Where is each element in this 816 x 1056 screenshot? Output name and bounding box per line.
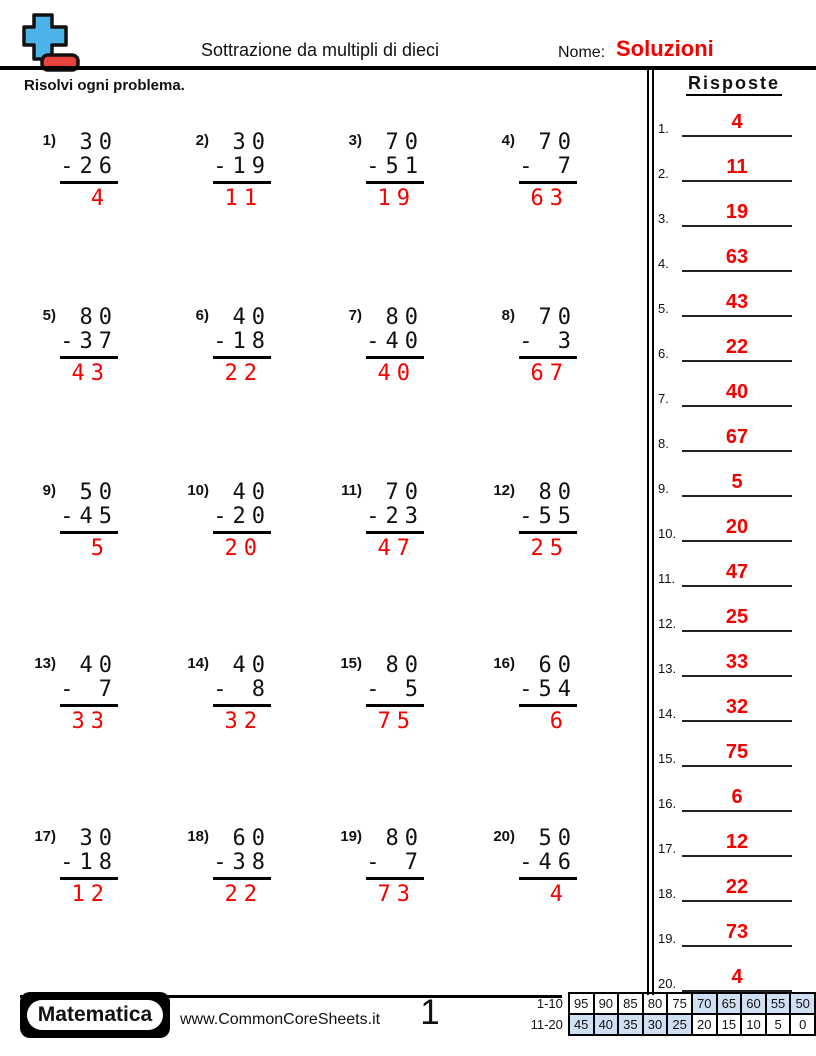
answer-number: 19. bbox=[658, 931, 677, 946]
minuend: 30 bbox=[79, 130, 118, 155]
problem-answer: 63 bbox=[530, 186, 569, 211]
subtrahend: -20 bbox=[213, 505, 271, 534]
score-cell: 60 bbox=[741, 993, 766, 1014]
answer-number: 11. bbox=[658, 571, 676, 586]
answer-value: 12 bbox=[682, 829, 792, 857]
problem-answer: 19 bbox=[377, 186, 416, 211]
answer-item-5 bbox=[656, 287, 806, 317]
problem-16 bbox=[489, 654, 589, 734]
answer-number: 5. bbox=[658, 301, 669, 316]
problem-answer: 20 bbox=[224, 536, 263, 561]
minuend: 70 bbox=[385, 130, 424, 155]
answer-number: 6. bbox=[658, 346, 669, 361]
score-cell: 15 bbox=[717, 1014, 742, 1035]
minuend: 60 bbox=[232, 826, 271, 851]
problem-number: 4) bbox=[501, 132, 515, 149]
problem-answer: 73 bbox=[377, 882, 416, 907]
minuend: 40 bbox=[232, 653, 271, 678]
score-cell: 45 bbox=[569, 1014, 594, 1035]
answer-item-11 bbox=[656, 557, 806, 587]
answer-number: 4. bbox=[658, 256, 669, 271]
subtraction-stack bbox=[213, 306, 271, 386]
minuend: 80 bbox=[385, 826, 424, 851]
problem-13 bbox=[30, 654, 130, 734]
subtraction-stack bbox=[519, 306, 577, 386]
subtrahend: -40 bbox=[366, 330, 424, 359]
problem-answer: 32 bbox=[224, 709, 263, 734]
subtraction-stack bbox=[366, 481, 424, 561]
answers-panel-heading: Risposte bbox=[658, 73, 810, 94]
subtraction-stack bbox=[213, 481, 271, 561]
score-cell: 35 bbox=[618, 1014, 643, 1035]
problem-18 bbox=[183, 827, 283, 907]
subtraction-stack bbox=[213, 827, 271, 907]
answer-item-15 bbox=[656, 737, 806, 767]
answer-number: 18. bbox=[658, 886, 677, 901]
minuend: 50 bbox=[79, 480, 118, 505]
answer-item-3 bbox=[656, 197, 806, 227]
answer-item-9 bbox=[656, 467, 806, 497]
problem-number: 10) bbox=[187, 482, 209, 499]
answer-value: 43 bbox=[682, 289, 792, 317]
problem-number: 1) bbox=[42, 132, 56, 149]
minuend: 50 bbox=[538, 826, 577, 851]
answer-value: 40 bbox=[682, 379, 792, 407]
answer-value: 32 bbox=[682, 694, 792, 722]
problem-number: 19) bbox=[340, 828, 362, 845]
answer-value: 63 bbox=[682, 244, 792, 272]
minuend: 80 bbox=[385, 305, 424, 330]
website-url: www.CommonCoreSheets.it bbox=[180, 1011, 381, 1028]
problem-19 bbox=[336, 827, 436, 907]
problem-answer: 22 bbox=[224, 361, 263, 386]
minuend: 70 bbox=[385, 480, 424, 505]
subtrahend: -45 bbox=[60, 505, 118, 534]
subtrahend: -55 bbox=[519, 505, 577, 534]
subtraction-stack bbox=[60, 131, 118, 211]
problem-7 bbox=[336, 306, 436, 386]
instruction-text: Risolvi ogni problema. bbox=[24, 77, 185, 94]
name-field-value: Soluzioni bbox=[616, 36, 714, 61]
subtrahend: -26 bbox=[60, 155, 118, 184]
problem-15 bbox=[336, 654, 436, 734]
score-cell: 20 bbox=[692, 1014, 717, 1035]
answer-value: 22 bbox=[682, 874, 792, 902]
problem-answer: 33 bbox=[71, 709, 110, 734]
answer-item-13 bbox=[656, 647, 806, 677]
answer-value: 47 bbox=[682, 559, 792, 587]
subtraction-stack bbox=[519, 654, 577, 734]
subtraction-stack bbox=[60, 306, 118, 386]
minuend: 80 bbox=[385, 653, 424, 678]
answer-value: 67 bbox=[682, 424, 792, 452]
answer-number: 20. bbox=[658, 976, 677, 991]
problem-6 bbox=[183, 306, 283, 386]
subtraction-stack bbox=[519, 827, 577, 907]
subtrahend: - 7 bbox=[366, 851, 424, 880]
score-cell: 80 bbox=[643, 993, 668, 1014]
answer-item-4 bbox=[656, 242, 806, 272]
problem-3 bbox=[336, 131, 436, 211]
subtrahend: -46 bbox=[519, 851, 577, 880]
subtraction-stack bbox=[60, 827, 118, 907]
problem-number: 17) bbox=[34, 828, 56, 845]
answer-item-16 bbox=[656, 782, 806, 812]
minuend: 40 bbox=[79, 653, 118, 678]
subtraction-stack bbox=[366, 827, 424, 907]
plus-minus-math-logo-icon bbox=[20, 12, 82, 74]
answer-number: 15. bbox=[658, 751, 677, 766]
subtraction-stack bbox=[366, 654, 424, 734]
page-title: Sottrazione da multipli di dieci bbox=[200, 40, 440, 60]
problem-answer: 40 bbox=[377, 361, 416, 386]
score-row-label: 11-20 bbox=[530, 1017, 563, 1032]
problem-number: 7) bbox=[348, 307, 362, 324]
answer-item-19 bbox=[656, 917, 806, 947]
problem-9 bbox=[30, 481, 130, 561]
subtraction-stack bbox=[60, 654, 118, 734]
subtraction-stack bbox=[213, 131, 271, 211]
problem-number: 8) bbox=[501, 307, 515, 324]
answer-item-20 bbox=[656, 962, 806, 992]
score-cell: 65 bbox=[717, 993, 742, 1014]
answer-number: 12. bbox=[658, 616, 677, 631]
problem-1 bbox=[30, 131, 130, 211]
score-cell: 30 bbox=[643, 1014, 668, 1035]
problem-number: 13) bbox=[34, 655, 56, 672]
answer-number: 8. bbox=[658, 436, 669, 451]
minuend: 30 bbox=[79, 826, 118, 851]
answer-number: 3. bbox=[658, 211, 669, 226]
answer-value: 4 bbox=[682, 964, 792, 992]
problem-5 bbox=[30, 306, 130, 386]
subtraction-stack bbox=[519, 481, 577, 561]
problem-answer: 4 bbox=[549, 882, 569, 907]
subtrahend: - 5 bbox=[366, 678, 424, 707]
answer-number: 9. bbox=[658, 481, 669, 496]
problem-answer: 25 bbox=[530, 536, 569, 561]
problem-12 bbox=[489, 481, 589, 561]
problem-number: 14) bbox=[187, 655, 209, 672]
problem-17 bbox=[30, 827, 130, 907]
subtrahend: -54 bbox=[519, 678, 577, 707]
problem-4 bbox=[489, 131, 589, 211]
answer-number: 14. bbox=[658, 706, 677, 721]
answer-item-10 bbox=[656, 512, 806, 542]
score-row-label: 1-10 bbox=[536, 996, 563, 1011]
problem-answer: 5 bbox=[90, 536, 110, 561]
answer-number: 2. bbox=[658, 166, 669, 181]
brand-label: Matematica bbox=[27, 1000, 163, 1030]
minuend: 40 bbox=[232, 480, 271, 505]
answer-value: 33 bbox=[682, 649, 792, 677]
header-rule bbox=[0, 66, 816, 70]
problem-11 bbox=[336, 481, 436, 561]
answer-number: 1. bbox=[658, 121, 669, 136]
subtrahend: -51 bbox=[366, 155, 424, 184]
page-number: 1 bbox=[420, 993, 440, 1032]
answer-value: 19 bbox=[682, 199, 792, 227]
answer-item-17 bbox=[656, 827, 806, 857]
score-row-1-10 bbox=[522, 993, 815, 1014]
answer-value: 4 bbox=[682, 109, 792, 137]
problem-2 bbox=[183, 131, 283, 211]
score-cell: 50 bbox=[790, 993, 815, 1014]
problem-number: 5) bbox=[42, 307, 56, 324]
name-label: Nome: bbox=[558, 44, 606, 61]
problem-number: 15) bbox=[340, 655, 362, 672]
subtrahend: -18 bbox=[60, 851, 118, 880]
subtrahend: -38 bbox=[213, 851, 271, 880]
problem-answer: 11 bbox=[224, 186, 263, 211]
answer-number: 10. bbox=[658, 526, 677, 541]
answer-item-7 bbox=[656, 377, 806, 407]
problem-20 bbox=[489, 827, 589, 907]
answer-number: 17. bbox=[658, 841, 677, 856]
minuend: 60 bbox=[538, 653, 577, 678]
answer-number: 16. bbox=[658, 796, 677, 811]
minuend: 40 bbox=[232, 305, 271, 330]
score-row-11-20 bbox=[522, 1014, 815, 1035]
answers-panel-divider bbox=[647, 70, 654, 995]
score-cell: 25 bbox=[667, 1014, 692, 1035]
problem-answer: 6 bbox=[549, 709, 569, 734]
score-cell: 85 bbox=[618, 993, 643, 1014]
subtrahend: -19 bbox=[213, 155, 271, 184]
score-cell: 40 bbox=[594, 1014, 619, 1035]
minuend: 30 bbox=[232, 130, 271, 155]
subtrahend: - 7 bbox=[60, 678, 118, 707]
problem-answer: 12 bbox=[71, 882, 110, 907]
problem-number: 11) bbox=[341, 482, 362, 499]
problem-number: 9) bbox=[42, 482, 56, 499]
score-cell: 55 bbox=[766, 993, 791, 1014]
answer-item-1 bbox=[656, 107, 806, 137]
subtrahend: -37 bbox=[60, 330, 118, 359]
score-cell: 70 bbox=[692, 993, 717, 1014]
minuend: 70 bbox=[538, 305, 577, 330]
score-table bbox=[522, 992, 816, 1036]
score-cell: 90 bbox=[594, 993, 619, 1014]
minuend: 80 bbox=[538, 480, 577, 505]
answer-item-6 bbox=[656, 332, 806, 362]
score-cell: 10 bbox=[741, 1014, 766, 1035]
minuend: 80 bbox=[79, 305, 118, 330]
problem-answer: 75 bbox=[377, 709, 416, 734]
brand-logo bbox=[20, 992, 170, 1038]
answer-value: 75 bbox=[682, 739, 792, 767]
problem-number: 2) bbox=[195, 132, 209, 149]
subtrahend: - 3 bbox=[519, 330, 577, 359]
subtraction-stack bbox=[213, 654, 271, 734]
answer-item-2 bbox=[656, 152, 806, 182]
problem-number: 16) bbox=[493, 655, 515, 672]
problem-8 bbox=[489, 306, 589, 386]
problem-14 bbox=[183, 654, 283, 734]
answer-value: 5 bbox=[682, 469, 792, 497]
problem-number: 20) bbox=[493, 828, 515, 845]
answer-item-14 bbox=[656, 692, 806, 722]
subtrahend: -18 bbox=[213, 330, 271, 359]
answer-value: 11 bbox=[682, 154, 792, 182]
problem-number: 18) bbox=[187, 828, 209, 845]
subtrahend: -23 bbox=[366, 505, 424, 534]
problem-number: 12) bbox=[493, 482, 515, 499]
score-cell: 0 bbox=[790, 1014, 815, 1035]
answer-value: 25 bbox=[682, 604, 792, 632]
problem-answer: 22 bbox=[224, 882, 263, 907]
problem-10 bbox=[183, 481, 283, 561]
problem-answer: 4 bbox=[90, 186, 110, 211]
answer-number: 7. bbox=[658, 391, 669, 406]
subtraction-stack bbox=[519, 131, 577, 211]
subtraction-stack bbox=[366, 306, 424, 386]
answer-item-8 bbox=[656, 422, 806, 452]
minuend: 70 bbox=[538, 130, 577, 155]
answer-value: 6 bbox=[682, 784, 792, 812]
answer-item-18 bbox=[656, 872, 806, 902]
subtrahend: - 7 bbox=[519, 155, 577, 184]
answer-value: 22 bbox=[682, 334, 792, 362]
problem-number: 3) bbox=[348, 132, 362, 149]
problem-number: 6) bbox=[195, 307, 209, 324]
subtrahend: - 8 bbox=[213, 678, 271, 707]
answer-number: 13. bbox=[658, 661, 677, 676]
score-cell: 5 bbox=[766, 1014, 791, 1035]
problem-answer: 67 bbox=[530, 361, 569, 386]
score-cell: 75 bbox=[667, 993, 692, 1014]
subtraction-stack bbox=[366, 131, 424, 211]
problem-answer: 43 bbox=[71, 361, 110, 386]
score-cell: 95 bbox=[569, 993, 594, 1014]
subtraction-stack bbox=[60, 481, 118, 561]
answer-item-12 bbox=[656, 602, 806, 632]
answer-value: 73 bbox=[682, 919, 792, 947]
answer-value: 20 bbox=[682, 514, 792, 542]
problem-answer: 47 bbox=[377, 536, 416, 561]
